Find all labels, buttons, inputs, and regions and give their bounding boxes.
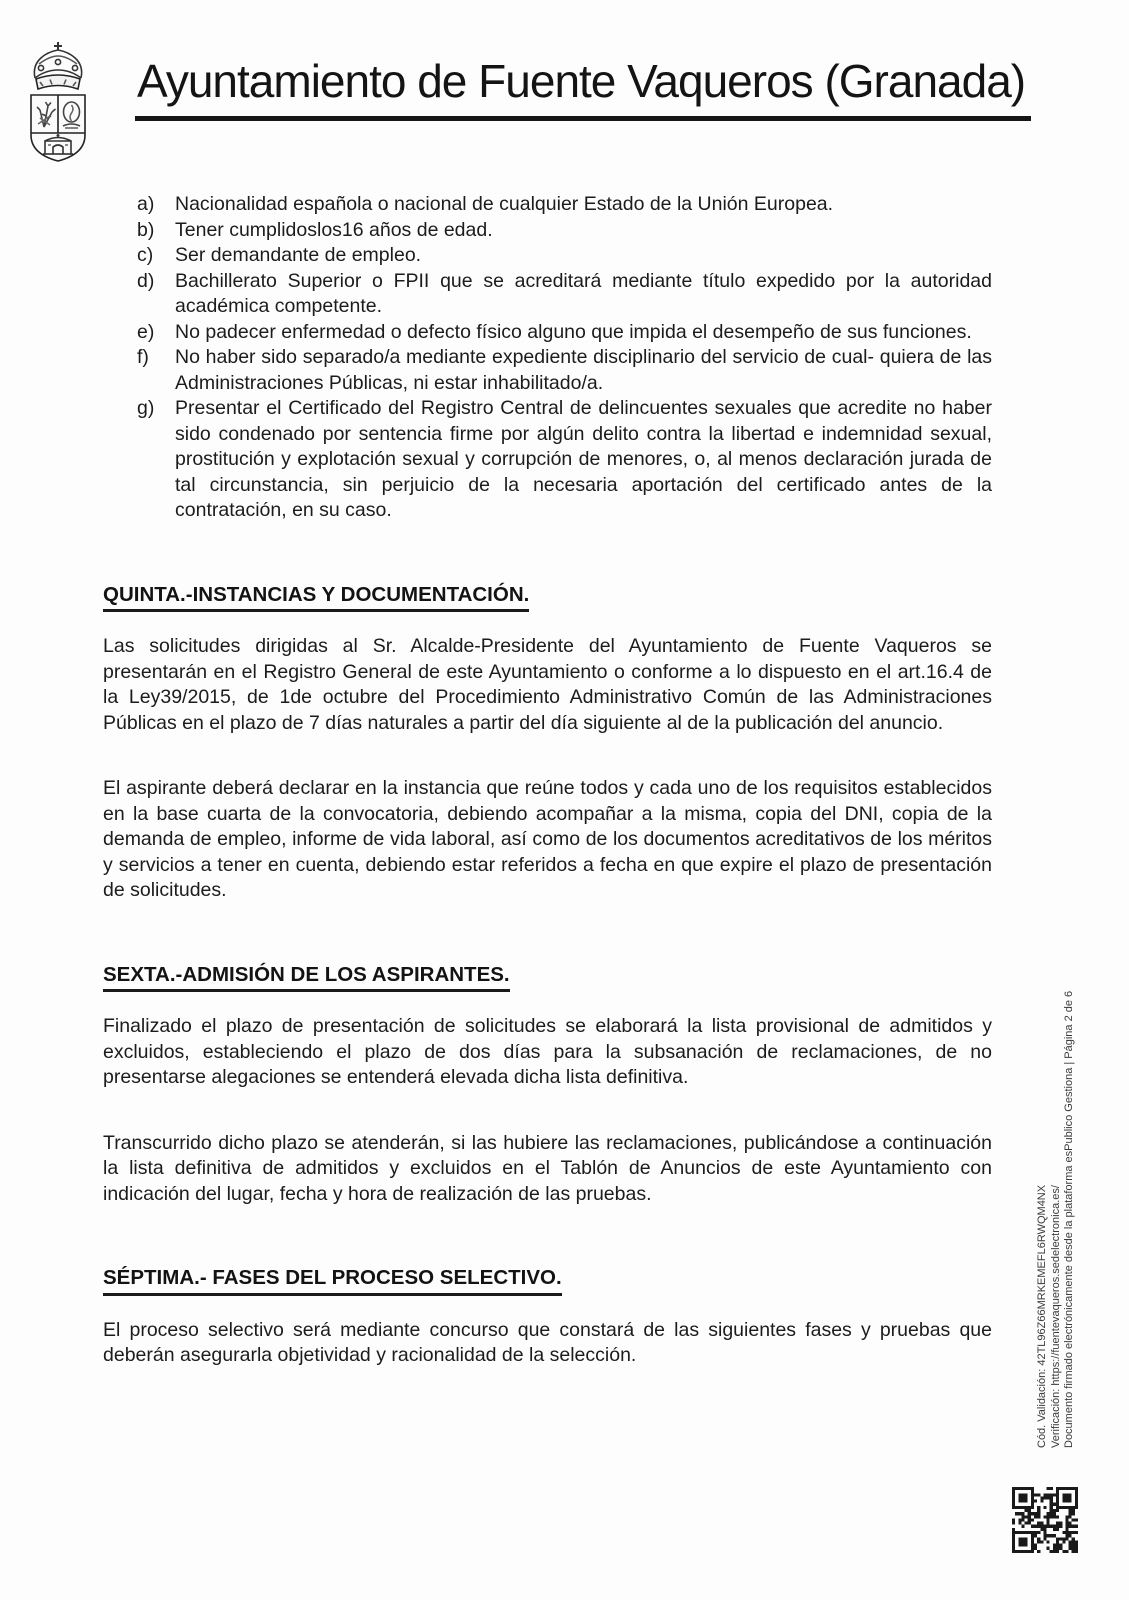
list-item	[137, 320, 992, 346]
paragraph: Las solicitudes dirigidas al Sr. Alcalde-Presidente del Ayuntamiento de Fuente Vaqueros se presentarán en el Registro General de este Ayuntamiento o conforme a lo dispuesto en el art.16.4 de la Ley39/2015, de 1de octubre del Procedimiento Administrativo Común de las Administraciones Públicas en el plazo de 7 días naturales a partir del día siguiente al de la publicación del anuncio.	[103, 635, 992, 734]
list-item	[137, 192, 992, 218]
section-sexta	[103, 962, 992, 1208]
list-item-letter: a)	[137, 193, 155, 215]
list-item-text: No padecer enfermedad o defecto físico alguno que impida el desempeño de sus funciones.	[175, 320, 972, 343]
qr-code	[1012, 1487, 1078, 1553]
validation-code: Cód. Validación: 42TL96Z66MRKEMEFL6RWQM4NX	[1036, 1184, 1048, 1448]
section-heading: QUINTA.-INSTANCIAS Y DOCUMENTACIÓN.	[103, 582, 529, 613]
signature-note: Documento firmado electrónicamente desde la plataforma esPublico Gestiona | Página 2 de 6	[1063, 990, 1075, 1448]
paragraph: El proceso selectivo será mediante concurso que constará de las siguientes fases y pruebas que deberán asegurarla objetividad y racionalidad de la selección.	[103, 1318, 992, 1366]
list-item	[137, 345, 992, 396]
section-quinta	[103, 582, 992, 904]
paragraph: El aspirante deberá declarar en la instancia que reúne todos y cada uno de los requisitos establecidos en la base cuarta de la convocatoria, debiendo acompañar a la misma, copia del DNI, copia de la demanda de empleo, informe de vida laboral, así como de los documentos acreditativos de los méritos y servicios a tener en cuenta, debiendo estar referidos a fecha en que expire el plazo de presentación de solicitudes.	[103, 777, 992, 901]
document-body	[103, 192, 992, 1384]
list-item-letter: d)	[137, 269, 155, 292]
list-item-letter: f)	[137, 346, 149, 368]
list-item-text: Tener cumplidoslos16 años de edad.	[175, 218, 493, 241]
validation-sidebar	[1036, 988, 1077, 1448]
list-item-letter: b)	[137, 218, 155, 241]
list-item	[137, 396, 992, 524]
list-item-text: Nacionalidad española o nacional de cualquier Estado de la Unión Europea.	[175, 193, 834, 215]
list-item	[137, 269, 992, 320]
paragraph: Finalizado el plazo de presentación de solicitudes se elaborará la lista provisional de admitidos y excluidos, estableciendo el plazo de dos días para la subsanación de reclamaciones, de no presentarse alegaciones se entenderá elevada dicha lista definitiva.	[103, 1015, 992, 1088]
section-heading: SEXTA.-ADMISIÓN DE LOS ASPIRANTES.	[103, 962, 510, 993]
list-item	[137, 243, 992, 269]
list-item-text: Presentar el Certificado del Registro Central de delincuentes sexuales que acredite no haber sido condenado por sentencia firme por algún delito contra la libertad e indemnidad sexual, prostitución y explotación sexual y corrupción de menores, o, al menos declaración jurada de tal circunstancia, sin perjuicio de la necesaria aportación del certificado antes de la contratación, en su caso.	[175, 397, 992, 521]
list-item-letter: g)	[137, 397, 155, 419]
list-item-text: Bachillerato Superior o FPII que se acreditará mediante título expedido por la autoridad académica competente.	[175, 269, 992, 317]
list-item-letter: c)	[137, 244, 154, 266]
section-heading: SÉPTIMA.- FASES DEL PROCESO SELECTIVO.	[103, 1265, 562, 1296]
paragraph: Transcurrido dicho plazo se atenderán, si las hubiere las reclamaciones, publicándose a continuación la lista definitiva de admitidos y excluidos en el Tablón de Anuncios de este Ayuntamiento con indicación del lugar, fecha y hora de realización de las pruebas.	[103, 1131, 992, 1205]
requirements-list	[103, 192, 992, 524]
verification-url: Verificación: https://fuentevaqueros.sedelectronica.es/	[1049, 1185, 1062, 1448]
coat-of-arms-icon	[17, 38, 99, 164]
page-title: Ayuntamiento de Fuente Vaqueros (Granada)	[135, 54, 1031, 121]
list-item	[137, 218, 992, 244]
list-item-text: Ser demandante de empleo.	[175, 244, 422, 266]
list-item-text: No haber sido separado/a mediante expediente disciplinario del servicio de cual- quiera de las Administraciones Públicas, ni estar inhabilitado/a.	[175, 346, 992, 394]
list-item-letter: e)	[137, 320, 155, 343]
document-header	[15, 36, 1089, 166]
section-septima	[103, 1265, 992, 1369]
